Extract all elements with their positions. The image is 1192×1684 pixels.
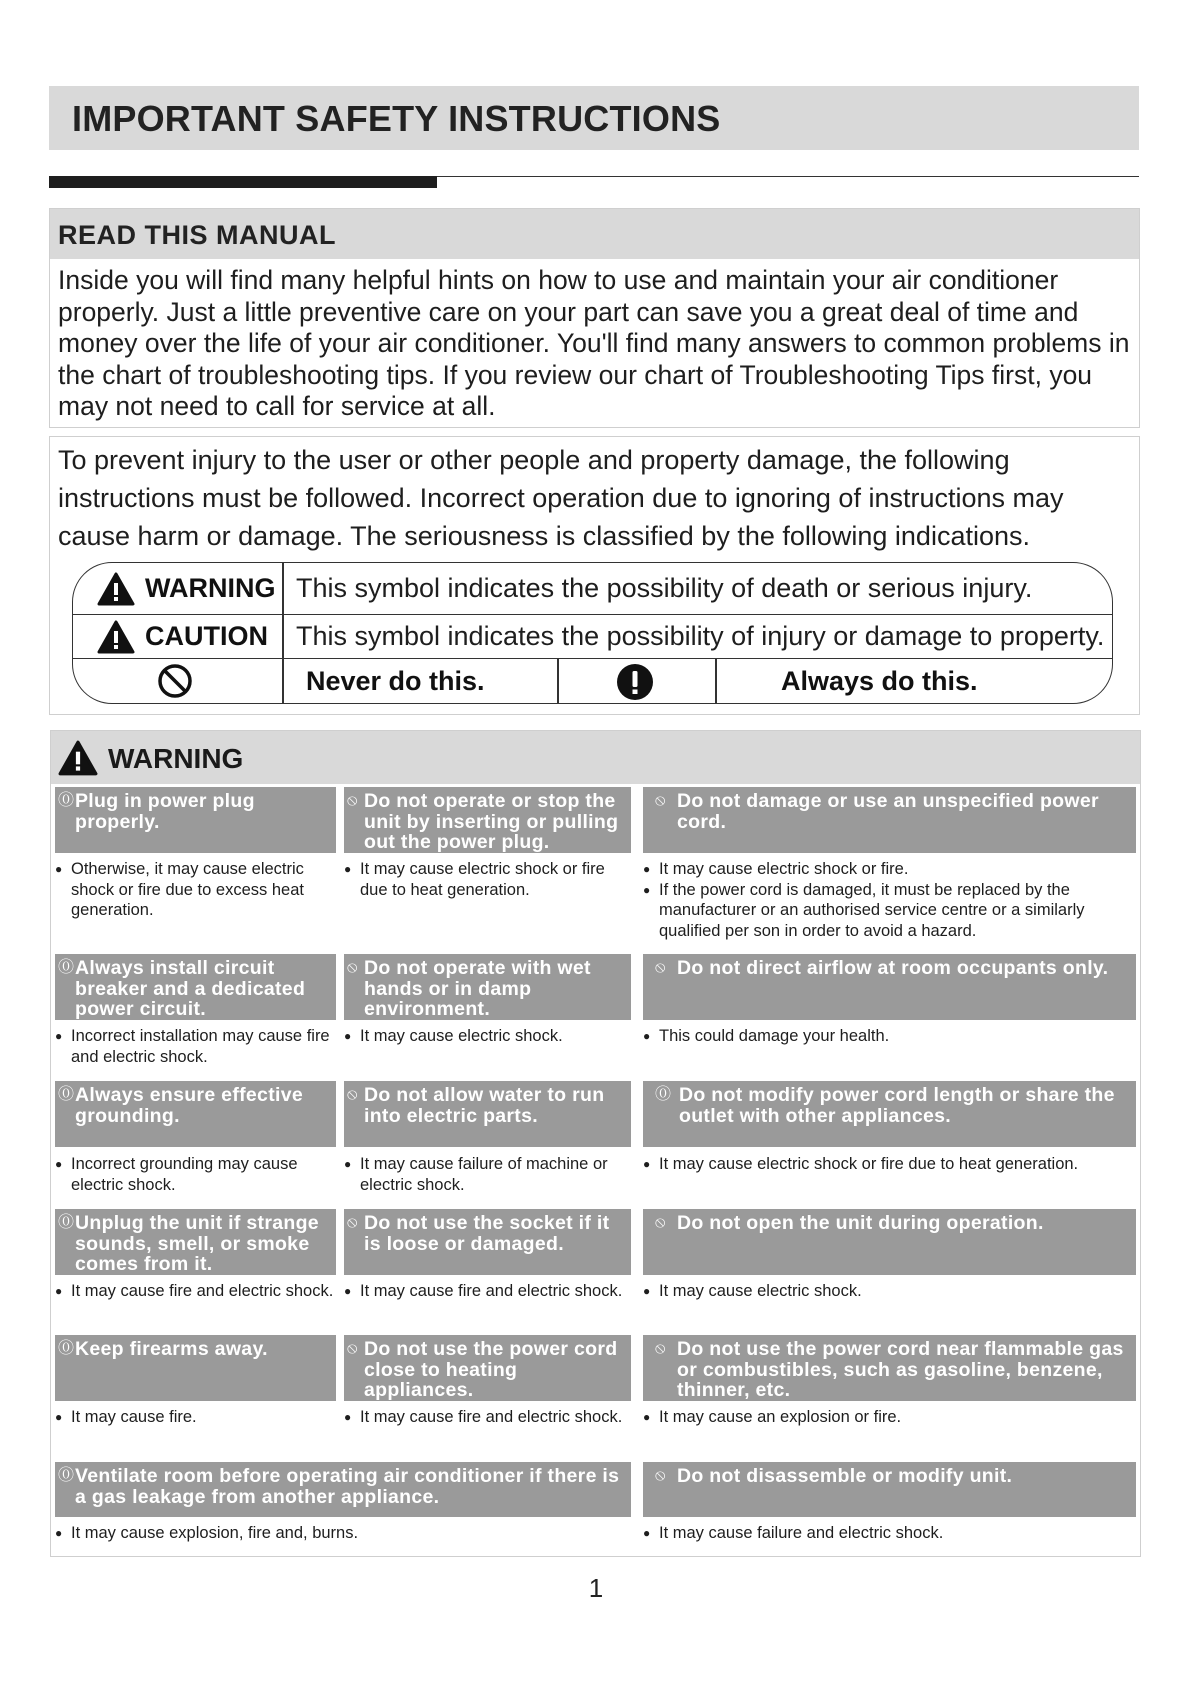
prohibition-icon: ⦸ — [347, 792, 358, 809]
warning-item-body: ● It may cause fire. — [55, 1407, 335, 1428]
warning-item-title: ⓪ Do not modify power cord length or share the outlet with other appliances. — [643, 1081, 1136, 1147]
prohibition-icon: ⦸ — [347, 1340, 358, 1357]
warning-item-body: ● It may cause fire and electric shock. — [344, 1281, 631, 1302]
warning-item-body: ● It may cause electric shock or fire due to heat generation. — [344, 859, 631, 900]
legend-warning-desc: This symbol indicates the possibility of death or serious injury. — [296, 573, 1033, 603]
page-title: IMPORTANT SAFETY INSTRUCTIONS — [72, 98, 721, 139]
caution-triangle-icon — [97, 620, 135, 654]
mandatory-icon: ⓪ — [58, 959, 75, 976]
warning-item-body: ● It may cause electric shock or fire due to heat generation. — [643, 1154, 1136, 1175]
legend-caution-row — [73, 615, 1112, 659]
legend-divider — [282, 659, 284, 703]
legend-caution-label — [97, 615, 268, 658]
mandatory-icon: ⓪ — [58, 792, 75, 809]
warning-header — [51, 731, 1140, 784]
warning-item-body: ● It may cause failure of machine or electric shock. — [344, 1154, 631, 1195]
warning-item-title: ⦸ Do not operate or stop the unit by inserting or pulling out the power plug. — [344, 787, 631, 853]
mandatory-icon — [616, 663, 654, 701]
legend-divider — [557, 659, 559, 703]
warning-item-title: ⦸ Do not use the socket if it is loose or damaged. — [344, 1209, 631, 1275]
warning-item-title: ⓪ Ventilate room before operating air conditioner if there is a gas leakage from another appliance. — [55, 1462, 631, 1517]
mandatory-icon: ⓪ — [58, 1214, 75, 1231]
divider-thin — [437, 176, 1139, 177]
prohibition-icon: ⦸ — [655, 959, 666, 976]
warning-item-title: ⓪ Keep firearms away. — [55, 1335, 336, 1401]
legend-warning-label — [97, 563, 276, 614]
warning-heading: WARNING — [108, 743, 244, 774]
warning-item-title: ⦸ Do not direct airflow at room occupants only. — [643, 954, 1136, 1020]
warning-item-title: ⓪ Unplug the unit if strange sounds, smell, or smoke comes from it. — [55, 1209, 336, 1275]
prohibition-icon: ⦸ — [655, 1214, 666, 1231]
mandatory-icon: ⓪ — [655, 1086, 672, 1103]
read-manual-heading: READ THIS MANUAL — [58, 220, 336, 250]
warning-item-title: ⦸ Do not use the power cord near flammable gas or combustibles, such as gasoline, benzene, thinner, etc. — [643, 1335, 1136, 1401]
warning-item-title: ⦸ Do not use the power cord close to heating appliances. — [344, 1335, 631, 1401]
warning-item-title: ⦸ Do not disassemble or modify unit. — [643, 1462, 1136, 1517]
prohibition-icon: ⦸ — [347, 1086, 358, 1103]
page-number: 1 — [588, 1573, 604, 1603]
warning-item-title: ⓪ Plug in power plug properly. — [55, 787, 336, 853]
warning-item-body: ● It may cause fire and electric shock. — [55, 1281, 335, 1302]
legend-divider — [715, 659, 717, 703]
warning-item-title: ⦸ Do not damage or use an unspecified power cord. — [643, 787, 1136, 853]
warning-triangle-icon — [97, 572, 135, 606]
warning-item-body: ● It may cause failure and electric shock. — [643, 1523, 1136, 1544]
legend-divider — [282, 563, 284, 614]
legend-warning-row — [73, 563, 1112, 615]
read-manual-text: Inside you will find many helpful hints on how to use and maintain your air conditioner properly. Just a little preventive care on your part can save you a great deal of time and money over the life of your air conditioner. You'll find many answers to common problems in the chart of troubleshooting tips. If you review our chart of Troubleshooting Tips first, you may not need to call for service at all. — [58, 265, 1130, 421]
legend-symbols-row — [73, 659, 1112, 703]
prevention-text: To prevent injury to the user or other people and property damage, the following instructions must be followed. Incorrect operation due to ignoring of instructions may cause harm or damage. The seriousness is classified by the following indications. — [58, 445, 1064, 551]
warning-item-title: ⦸ Do not open the unit during operation. — [643, 1209, 1136, 1275]
warning-item-body: ● This could damage your health. — [643, 1026, 1136, 1047]
prohibition-icon: ⦸ — [347, 959, 358, 976]
warning-item-title: ⦸ Do not allow water to run into electric parts. — [344, 1081, 631, 1147]
warning-item-body: ● Otherwise, it may cause electric shock or fire due to excess heat generation. — [55, 859, 335, 921]
warning-item-body: ● Incorrect grounding may cause electric shock. — [55, 1154, 335, 1195]
legend-warning-text: WARNING — [145, 573, 276, 603]
symbol-legend — [72, 562, 1113, 704]
warning-item-title: ⓪ Always ensure effective grounding. — [55, 1081, 336, 1147]
warning-item-body: ● Incorrect installation may cause fire and electric shock. — [55, 1026, 335, 1067]
warning-item-title: ⦸ Do not operate with wet hands or in damp environment. — [344, 954, 631, 1020]
prevention-box — [49, 436, 1140, 715]
mandatory-icon: ⓪ — [58, 1340, 75, 1357]
warning-item-body: ● It may cause electric shock or fire. ● If the power cord is damaged, it must be replaced by the manufacturer or an authorised service centre or a similarly qualified per son in order to avoid a hazard. — [643, 859, 1136, 941]
warning-item-body: ● It may cause an explosion or fire. — [643, 1407, 1136, 1428]
warning-item-body: ● It may cause electric shock. — [643, 1281, 1136, 1302]
read-manual-header — [50, 209, 1139, 259]
divider-thick — [49, 176, 437, 188]
mandatory-icon: ⓪ — [58, 1086, 75, 1103]
prohibition-icon: ⦸ — [655, 1467, 666, 1484]
mandatory-icon: ⓪ — [58, 1467, 75, 1484]
warning-item-body: ● It may cause explosion, fire and, burns. — [55, 1523, 631, 1544]
warning-triangle-icon — [58, 740, 98, 776]
warning-item-body: ● It may cause fire and electric shock. — [344, 1407, 631, 1428]
prohibition-icon: ⦸ — [347, 1214, 358, 1231]
legend-caution-text: CAUTION — [145, 621, 268, 651]
prohibition-icon: ⦸ — [655, 792, 666, 809]
warning-section — [50, 730, 1141, 1557]
warning-item-body: ● It may cause electric shock. — [344, 1026, 631, 1047]
legend-always-text: Always do this. — [781, 665, 978, 696]
legend-caution-desc: This symbol indicates the possibility of injury or damage to property. — [296, 621, 1105, 651]
legend-divider — [282, 615, 284, 658]
title-bar — [49, 86, 1139, 150]
prohibition-icon: ⦸ — [655, 1340, 666, 1357]
legend-never-text: Never do this. — [306, 665, 485, 696]
warning-item-title: ⓪ Always install circuit breaker and a dedicated power circuit. — [55, 954, 336, 1020]
read-manual-box — [49, 208, 1140, 428]
prohibition-icon — [157, 663, 193, 699]
